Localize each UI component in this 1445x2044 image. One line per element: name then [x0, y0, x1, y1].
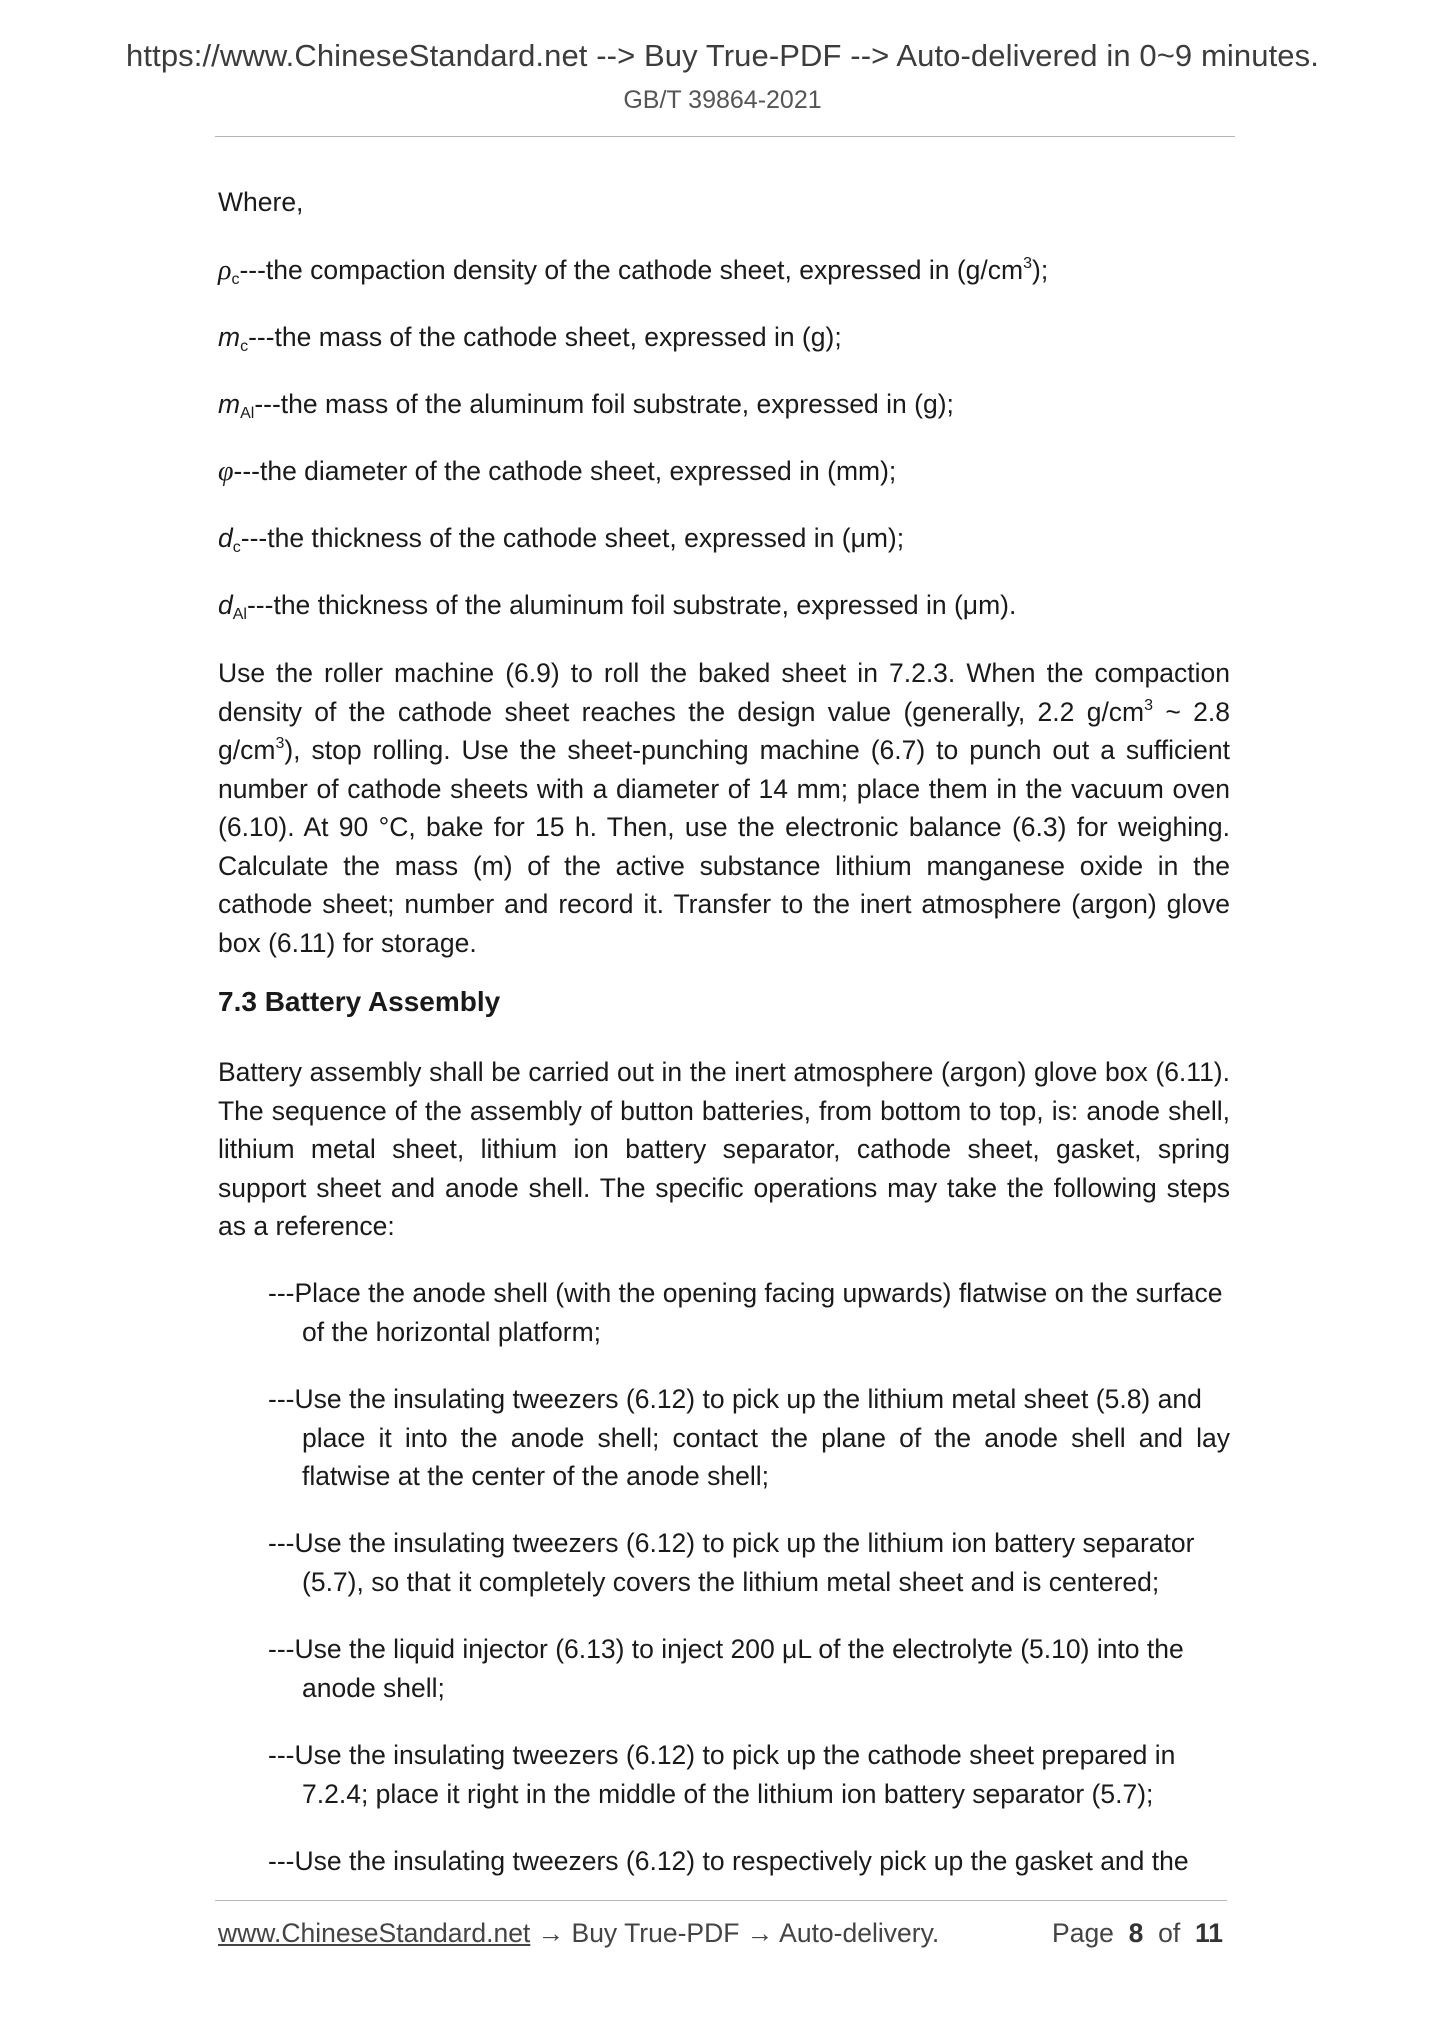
definition-m-c: $m_c--$-the mass of the cathode sheet, expressed in (g); — [218, 322, 842, 355]
symbol: d — [218, 523, 233, 553]
step-item: ---Use the insulating tweezers (6.12) to pick up the cathode sheet prepared in 7.2.4; place it right in the middle of the lithium ion battery separator (5.7); — [268, 1740, 1176, 1809]
symbol: m — [218, 322, 241, 352]
footer-site-link[interactable]: www.ChineseStandard.net — [218, 1918, 531, 1948]
symbol: φ — [218, 456, 234, 487]
step-item: ---Use the insulating tweezers (6.12) to respectively pick up the gasket and the — [268, 1846, 1189, 1876]
page-current: 8 — [1128, 1918, 1144, 1948]
document-number: GB/T 39864-2021 — [623, 86, 822, 114]
header-banner: https://www.ChineseStandard.net --> Buy True-PDF --> Auto-delivered in 0~9 minutes. — [126, 38, 1319, 73]
definition-d-al: $d_{Al}--$-the thickness of the aluminum foil substrate, expressed in (μm). — [218, 590, 1017, 623]
definition-m-al: $m_{Al}--$-the mass of the aluminum foil substrate, expressed in (g); — [218, 389, 954, 422]
symbol: m — [218, 389, 241, 419]
footer-promo: www.ChineseStandard.net → Buy True-PDF → Auto-delivery. — [218, 1918, 940, 1948]
header-divider — [215, 136, 1235, 137]
definition-d-c: $d_c--$-the thickness of the cathode sheet, expressed in (μm); — [218, 523, 905, 556]
symbol: d — [218, 590, 233, 620]
step-item: ---Use the liquid injector (6.13) to inject 200 μL of the electrolyte (5.10) into the anode shell; — [268, 1634, 1184, 1703]
where-label: Where, — [218, 187, 304, 217]
definition-rho-c: $\rho_c--$-the compaction density of the cathode sheet, expressed in $(g/cm^3)$; — [218, 255, 1049, 288]
symbol: ρ — [218, 255, 232, 286]
definition-phi: φ---the diameter of the cathode sheet, expressed in (mm); — [218, 456, 897, 487]
footer-divider — [215, 1900, 1227, 1901]
page-total: 11 — [1194, 1918, 1223, 1948]
assembly-paragraph: Battery assembly shall be carried out in the inert atmosphere (argon) glove box (6.11). The sequence of the assembly of button batteries, from bottom to top, is: anode shell, lithium metal sheet, lithium ion battery separator, cathode sheet, gasket, spring support sheet and anode shell. The specific operations may take the following steps as a reference: — [218, 1057, 1230, 1241]
section-heading: 7.3 Battery Assembly — [218, 986, 501, 1017]
step-item: ---Use the insulating tweezers (6.12) to pick up the lithium ion battery separator (5.7), so that it completely covers the lithium metal sheet and is centered; — [268, 1528, 1195, 1597]
step-item: ---Use the insulating tweezers (6.12) to pick up the lithium metal sheet (5.8) and place it into the anode shell; contact the plane of the anode shell and lay flatwise at the center of the anode shell; — [268, 1384, 1230, 1491]
page-indicator: Page 8 of 11 — [1052, 1918, 1223, 1948]
step-item: ---Place the anode shell (with the opening facing upwards) flatwise on the surface of the horizontal platform; — [268, 1278, 1223, 1347]
rolling-paragraph: Use the roller machine (6.9) to roll the baked sheet in 7.2.3. When the compaction density of the cathode sheet reaches the design value (generally, 2.2 $g/cm^3$ ~ 2.8 $g/cm^3$), stop rolling. Use the sheet-punching machine (6.7) to punch out a sufficient number of cathode sheets with a diameter of 14 mm; place them in the vacuum oven (6.10). At 90 °C, bake for 15 h. Then, use the electronic balance (6.3) for weighing. Calculate the mass (m) of the active substance lithium manganese oxide in the cathode sheet; number and record it. Transfer to the inert atmosphere (argon) glove box (6.11) for storage. — [218, 658, 1230, 958]
